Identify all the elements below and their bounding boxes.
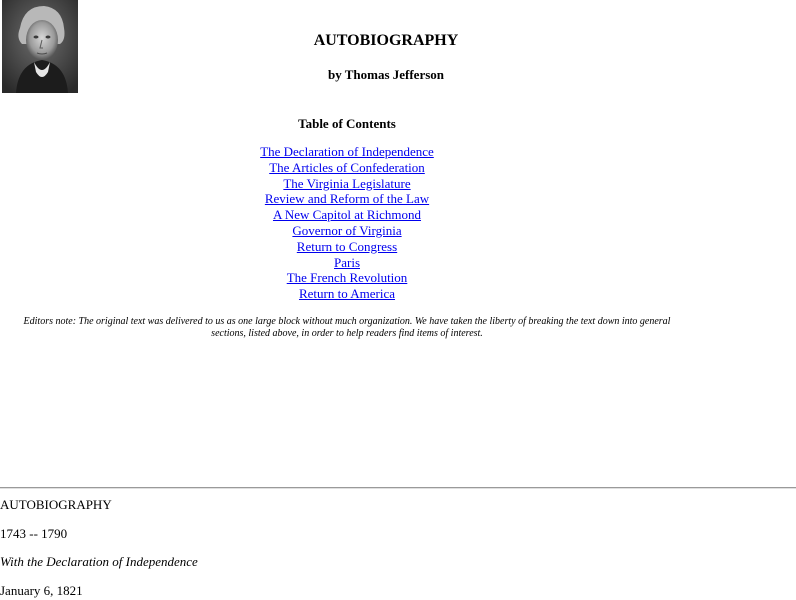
horizontal-divider: [0, 487, 796, 489]
toc-item: [0, 144, 694, 160]
toc-item: [0, 239, 694, 255]
toc-link-return-to-america[interactable]: Return to America: [298, 286, 396, 302]
editor-note-line-1: Editors note: The original text was delivered to us as one large block without much organization. We have taken the liberty of breaking the text down into general: [23, 316, 671, 327]
toc-link-paris[interactable]: Paris: [334, 254, 360, 270]
body-date: January 6, 1821: [0, 583, 83, 598]
toc-item: [0, 191, 694, 207]
editor-note: [0, 316, 694, 340]
body-subtitle: With the Declaration of Independence: [0, 554, 198, 569]
toc-link-new-capitol-richmond[interactable]: A New Capitol at Richmond: [272, 207, 422, 223]
toc-item: [0, 286, 694, 302]
toc-link-declaration-of-independence[interactable]: The Declaration of Independence: [260, 144, 434, 159]
toc-link-articles-of-confederation[interactable]: The Articles of Confederation: [269, 159, 425, 175]
toc-item: [0, 255, 694, 271]
toc-item: [0, 270, 694, 286]
toc-link-french-revolution[interactable]: The French Revolution: [286, 270, 408, 286]
toc-item: [0, 207, 694, 223]
body-heading: AUTOBIOGRAPHY: [0, 497, 112, 512]
toc-link-return-to-congress[interactable]: Return to Congress: [296, 238, 398, 254]
toc-item: [0, 223, 694, 239]
page-title: AUTOBIOGRAPHY: [313, 32, 459, 49]
toc-item: [0, 160, 694, 176]
toc-link-governor-virginia[interactable]: Governor of Virginia: [292, 222, 402, 238]
editor-note-line-2: sections, listed above, in order to help readers find items of interest.: [211, 328, 483, 339]
toc-heading: Table of Contents: [298, 116, 396, 131]
toc-link-review-reform-law[interactable]: Review and Reform of the Law: [264, 191, 430, 207]
toc-item: [0, 176, 694, 192]
author-byline: by Thomas Jefferson: [327, 67, 445, 82]
table-of-contents: [0, 144, 694, 302]
body-years: 1743 -- 1790: [0, 526, 68, 541]
toc-link-virginia-legislature[interactable]: The Virginia Legislature: [283, 175, 411, 191]
